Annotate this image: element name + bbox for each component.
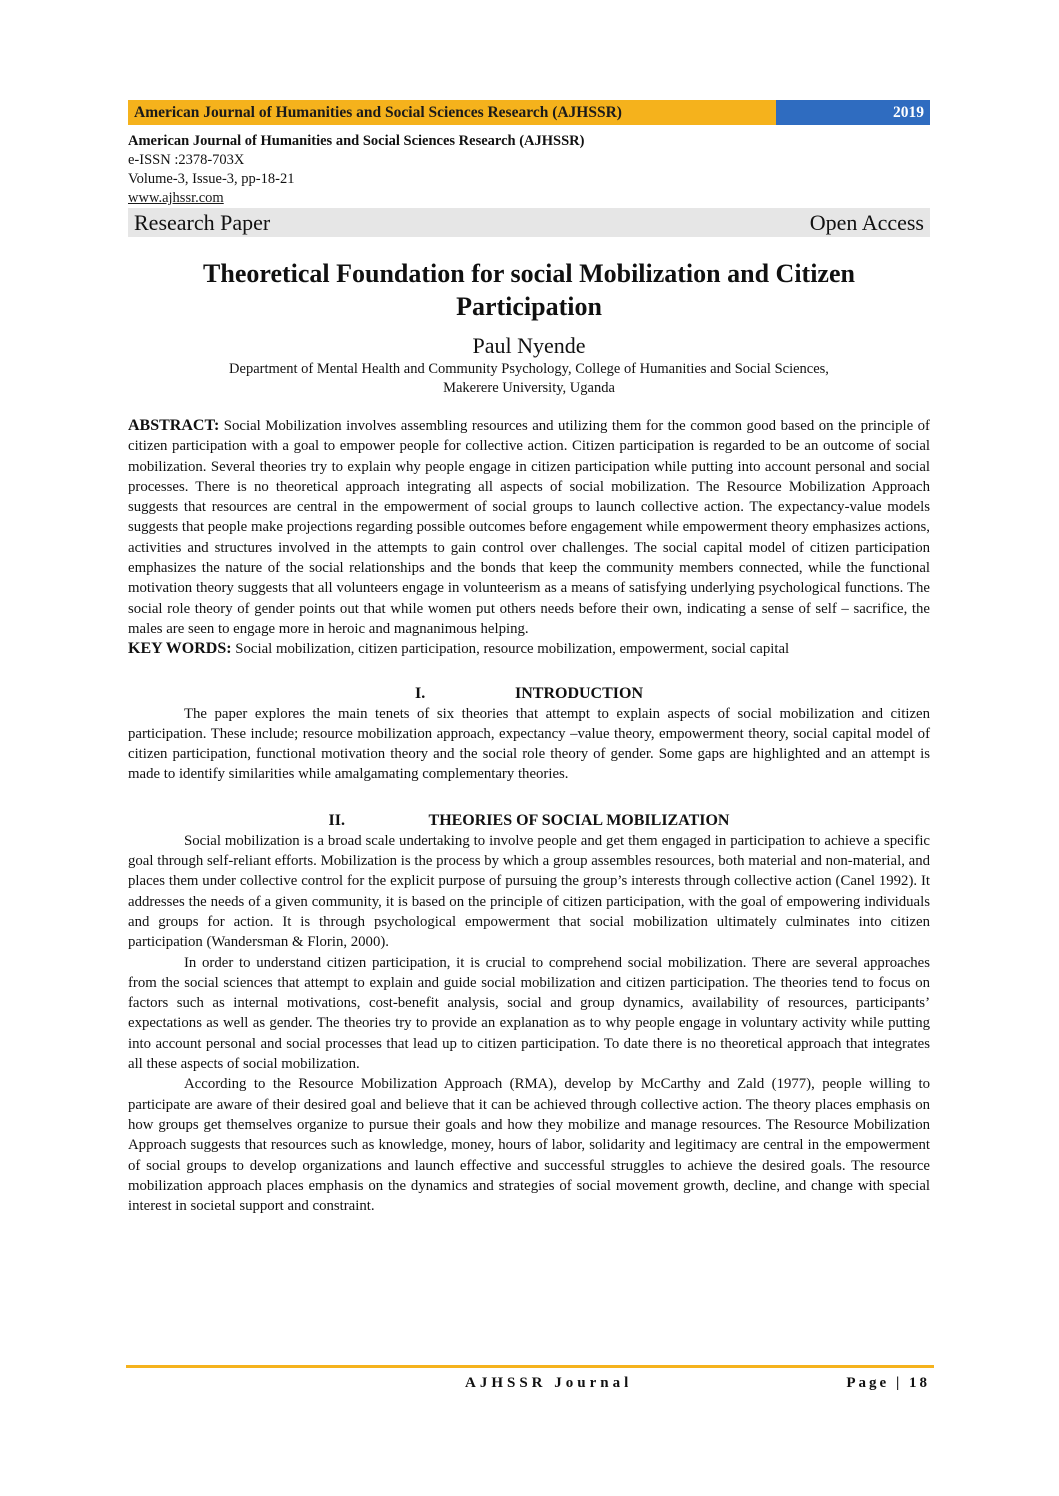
- introduction-paragraph: The paper explores the main tenets of six theories that attempt to explain aspects of social mobilization and citizen participation. These include; resource mobilization approach, expectancy –value theory, empowerment theory, social capital model of citizen participation, functional motivation theory and the social role theory of gender. Some gaps are highlighted and an attempt is made to identify similarities while amalgamating complementary theories.: [128, 705, 930, 783]
- section-number: I.: [414, 684, 426, 702]
- meta-volume: Volume-3, Issue-3, pp-18-21: [128, 171, 295, 187]
- paper-page: [128, 100, 930, 1216]
- paper-title: [128, 257, 930, 323]
- body-paragraph: In order to understand citizen participation, it is crucial to comprehend social mobilization. There are several approaches from the social sciences that attempt to explain and guide social mobilization and citizen participation. The theories tend to focus on factors such as internal motivations, cost-benefit analysis, social and group dynamics, availability of resources, participants’ expectations as well as gender. The theories try to provide an explanation as to why people engage in voluntary activity while putting into account personal and social processes that lead up to citizen participation. To date there is no theoretical approach that integrates all these aspects of social mobilization.: [128, 954, 930, 1073]
- open-access-label: Open Access: [809, 210, 924, 235]
- abstract: [128, 416, 930, 639]
- footer-page-number: Page | 18: [846, 1375, 930, 1391]
- meta-issn: e-ISSN :2378-703X: [128, 152, 245, 168]
- meta-website-link[interactable]: www.ajhssr.com: [128, 190, 224, 206]
- section-title: THEORIES OF SOCIAL MOBILIZATION: [428, 811, 730, 829]
- body-paragraph: Social mobilization is a broad scale undertaking to involve people and get them engaged in participation to achieve a specific goal through self-reliant efforts. Mobilization is the process by which a group assembles resources, both material and non-material, and places them under collective control for the explicit purpose of pursuing the group’s interests through collective action (Canel 1992). It addresses the needs of a given community, it is based on the principle of citizen participation, with the goal of empowering individuals and groups for action. It is through psychological empowerment that social mobilization ultimately culminates into citizen participation (Wandersman & Florin, 2000).: [128, 832, 930, 951]
- affiliation-line-1: Department of Mental Health and Community Psychology, College of Humanities and Social Sciences,: [229, 361, 829, 377]
- abstract-label: ABSTRACT:: [128, 417, 220, 434]
- author-affiliation: [128, 360, 930, 398]
- access-bar: [128, 208, 930, 237]
- paper-title-line-2: Participation: [456, 292, 602, 321]
- keywords: [128, 639, 930, 659]
- journal-header-band: [128, 100, 930, 125]
- footer-journal-name: AJHSSR Journal: [465, 1375, 633, 1391]
- keywords-text: Social mobilization, citizen participation, resource mobilization, empowerment, social capital: [235, 641, 790, 658]
- section-number: II.: [328, 811, 345, 829]
- section-heading-theories: [128, 811, 930, 831]
- affiliation-line-2: Makerere University, Uganda: [443, 380, 615, 396]
- section-title: INTRODUCTION: [514, 684, 643, 702]
- author-name: Paul Nyende: [472, 333, 586, 358]
- keywords-label: KEY WORDS:: [128, 640, 232, 658]
- meta-journal-name: American Journal of Humanities and Social Sciences Research (AJHSSR): [128, 133, 585, 149]
- paper-title-line-1: Theoretical Foundation for social Mobilization and Citizen: [203, 259, 855, 288]
- abstract-text: Social Mobilization involves assembling resources and utilizing them for the common good based on the principle of citizen participation with a goal to empower people for collective action. Citizen participation is regarded to be an outcome of social mobilization. Several theories try to explain why people engage in citizen participation while putting into account personal and social processes. There is no theoretical approach integrating all aspects of social mobilization. The Resource Mobilization Approach suggests that resources are central in the empowerment of social groups to launch collective action. The expectancy-value models suggests that people make projections regarding possible outcomes before engagement while empowerment theory emphasizes actions, activities and structures involved in the attempts to gain control over challenges. The social capital model of citizen participation emphasizes the nature of the social relationships and the bonds that keep the community members connected, while the functional motivation theory suggests that all volunteers engage in volunteerism as a means of satisfying underlying psychological functions. The social role theory of gender points out that while women put others needs before their own, indicating a sense of self – sacrifice, the males are seen to engage more in heroic and magnanimous helping.: [128, 418, 930, 637]
- header-journal-name: American Journal of Humanities and Social Sciences Research (AJHSSR): [128, 100, 776, 125]
- journal-meta: [128, 132, 930, 208]
- footer-rule: [126, 1365, 934, 1368]
- body-paragraph: According to the Resource Mobilization Approach (RMA), develop by McCarthy and Zald (1977), people willing to participate are aware of their desired goal and believe that it can be achieved through collective action. The theory places emphasis on how groups get themselves organize to pursue their goals and how they mobilize and manage resources. The Resource Mobilization Approach suggests that resources such as knowledge, money, hours of labor, solidarity and legitimacy are central in the empowerment of social groups to develop organizations and launch effective and successful struggles to achieve the desired goals. The resource mobilization approach places emphasis on the dynamics and strategies of social movement growth, decline, and change with special interest in societal support and constraint.: [128, 1076, 930, 1215]
- section-heading-introduction: [128, 684, 930, 704]
- header-year: 2019: [776, 100, 930, 125]
- paper-type-label: Research Paper: [134, 210, 271, 235]
